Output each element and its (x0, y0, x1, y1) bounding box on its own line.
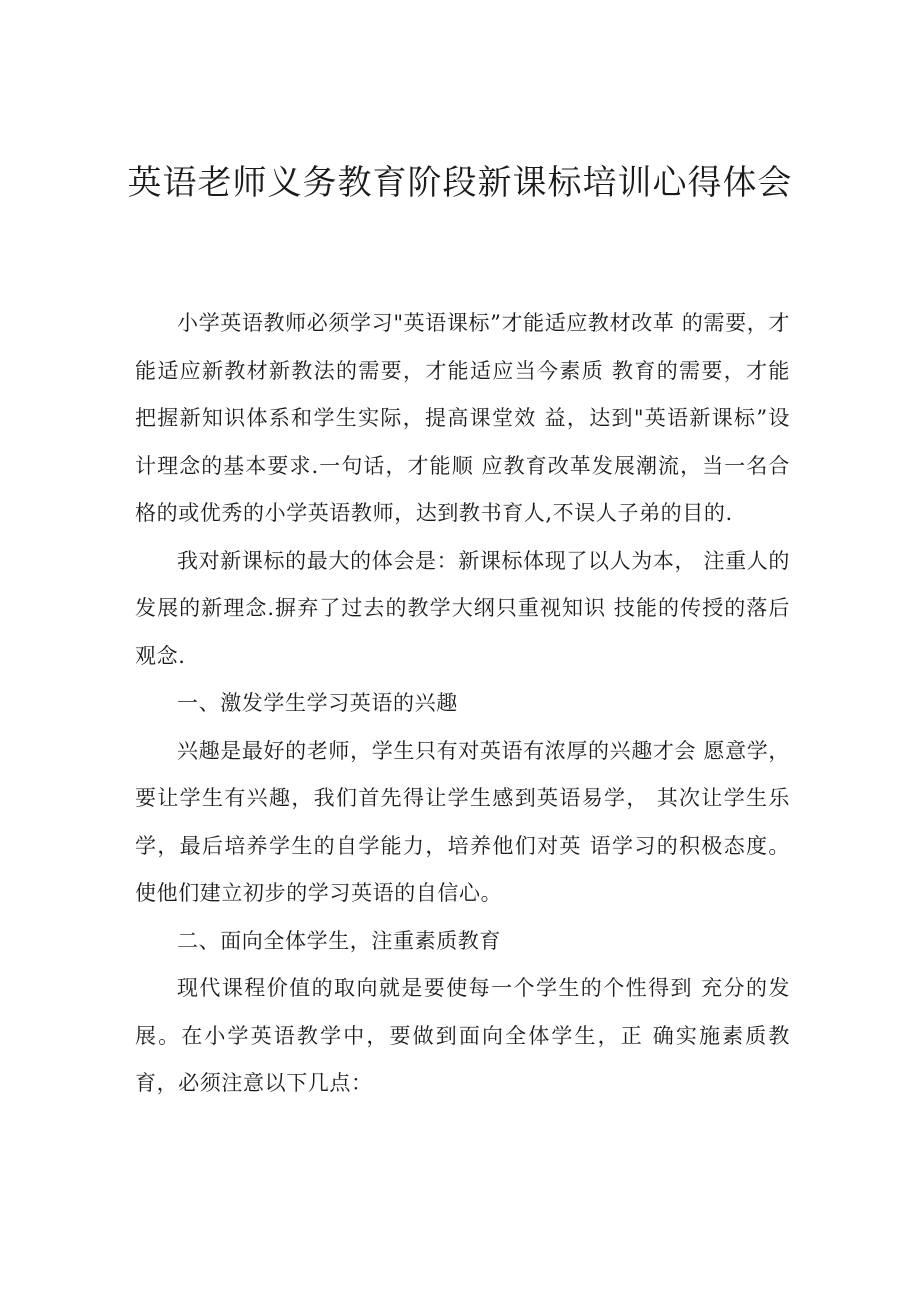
document-title: 英语老师义务教育阶段新课标培训心得体会 (127, 163, 793, 203)
section-heading-2: 二、面向全体学生，注重素质教育 (177, 928, 501, 953)
document-body (135, 300, 790, 1108)
paragraph-all-students: 现代课程价值的取向就是要使每一个学生的个性得到 充分的发展。在小学英语教学中，要做到面向全体学生，正 确实施素质教育，必须注意以下几点： (135, 976, 790, 1095)
paragraph-interest: 兴趣是最好的老师，学生只有对英语有浓厚的兴趣才会 愿意学，要让学生有兴趣，我们首先得让学生感到英语易学， 其次让学生乐学，最后培养学生的自学能力，培养他们对英 语学习的积极态度。使他们建立初步的学习英语的自信心。 (135, 738, 790, 905)
paragraph-experience: 我对新课标的最大的体会是：新课标体现了以人为本， 注重人的发展的新理念.摒弃了过去的教学大纲只重视知识 技能的传授的落后观念. (135, 548, 790, 668)
section-heading-1: 一、激发学生学习英语的兴趣 (177, 691, 458, 715)
paragraph-intro: 小学英语教师必须学习"英语课标”才能适应教材改革 的需要，才能适应新教材新教法的需要，才能适应当今素质 教育的需要，才能把握新知识体系和学生实际，提高课堂效 益，达到"英语新课标”设计理念的基本要求.一句话，才能顺 应教育改革发展潮流，当一名合格的或优秀的小学英语教师，达到教书育人,不误人子弟的目的. (135, 311, 790, 525)
